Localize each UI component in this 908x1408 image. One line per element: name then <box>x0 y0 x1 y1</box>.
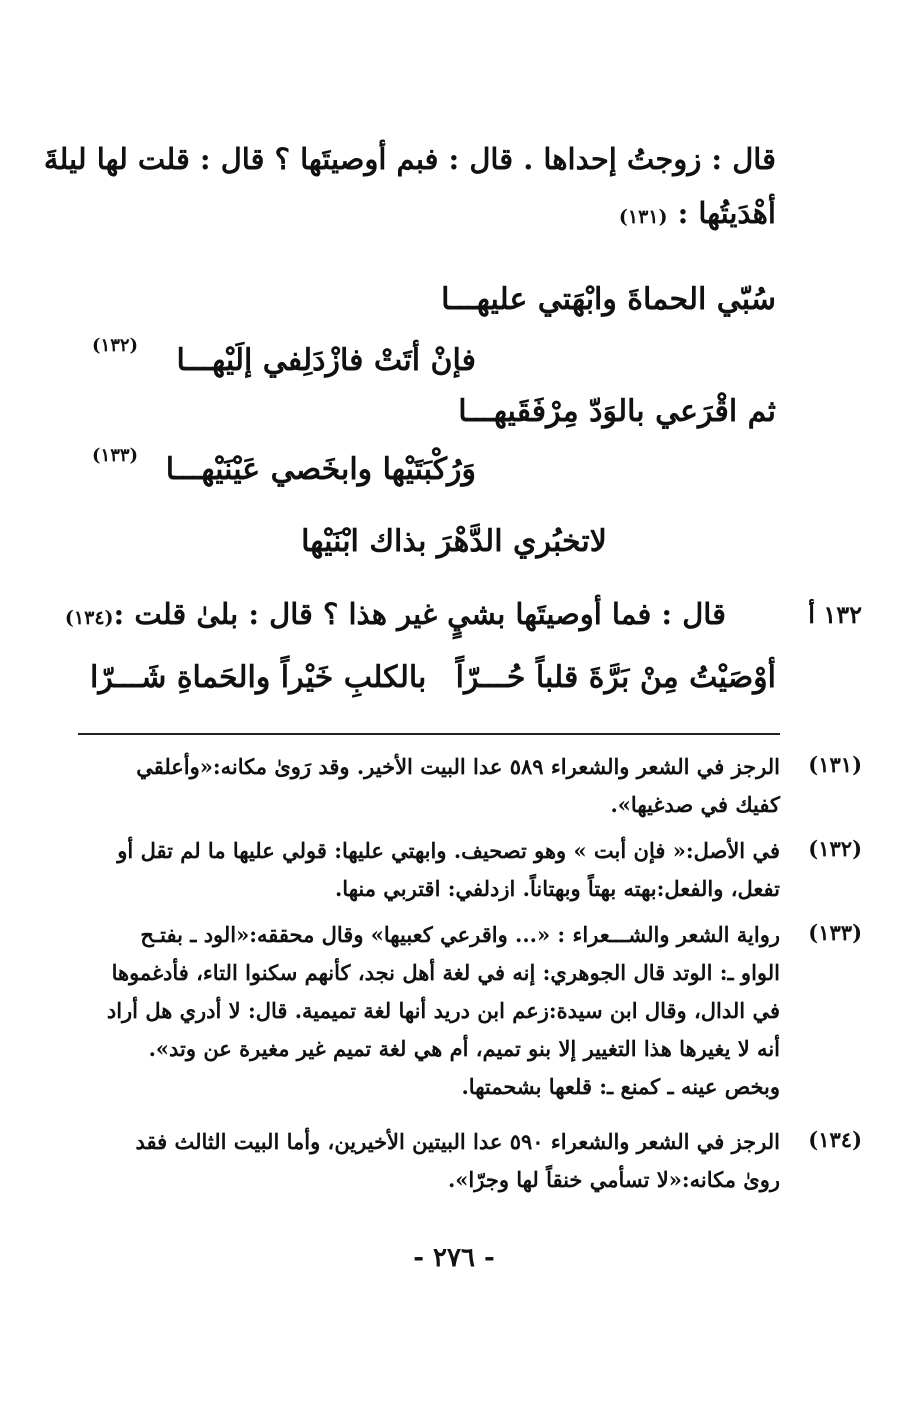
body-paragraph-2 <box>65 597 726 631</box>
verse-line-3 <box>458 394 776 429</box>
verse-text: لاتخبُري الدَّهْرَ بذاك ابْنَيْها <box>301 524 607 559</box>
verse-text: سُبّي الحماةَ وابْهَتي عليهـــا <box>441 282 776 317</box>
verse-text: بالكلبِ خَيْراً والحَماةِ شَـــرّا <box>90 660 427 695</box>
body-paragraph-text: قال : فما أوصيتَها بشيٍ غير هذا ؟ قال : بلىٰ قلت : <box>113 597 726 631</box>
margin-folio-number: ١٣٢ أ <box>808 600 862 629</box>
verse-footnote-ref: (١٣٣) <box>92 445 139 466</box>
body-paragraph-line-1: قال : زوجتُ إحداها . قال : فبم أوصيتَها ؟ قال : قلت لها ليلةَ <box>43 142 776 176</box>
verse-line-last-second-hemistich <box>90 660 426 695</box>
footnote-number: (١٣٤) <box>808 1127 862 1152</box>
footnote-ref: (١٣٤) <box>64 607 114 629</box>
footnote-number: (١٣٣) <box>808 920 862 945</box>
footnote-line: رواية الشعر والشـــعراء : «... واقرعي كعبيها» وقال محققه:«الود ـ بفتـح <box>140 922 780 947</box>
footnote-line: الرجز في الشعر والشعراء ٥٩٠ عدا البيتين الأخيرين، وأما البيت الثالث فقد <box>135 1129 780 1154</box>
verse-line-last-first-hemistich <box>456 660 776 695</box>
verse-text: وَرُكْبَتَيْها وابخَصي عَيْنَيْهـــا <box>165 452 476 487</box>
verse-text: ثم اقْرَعي بالوَدّ مِرْفَقَيهـــا <box>458 394 776 429</box>
footnote-line: الواو ـ: الوتد قال الجوهري: إنه في لغة أهل نجد، كأنهم سكنوا التاء، فأدغموها <box>111 960 780 985</box>
footnote-ref: (١٣١) <box>618 206 668 228</box>
body-paragraph-line-2 <box>76 196 776 230</box>
body-paragraph-text: أهْدَيتُها : <box>677 196 776 230</box>
footnote-line: كفيك في صدغيها». <box>610 792 780 817</box>
footnote-134 <box>76 1123 780 1199</box>
verse-line-4 <box>166 452 476 487</box>
footnote-line: الرجز في الشعر والشعراء ٥٨٩ عدا البيت الأخير. وقد رَوىٰ مكانه:«وأعلقي <box>136 754 780 779</box>
footnote-133 <box>76 916 780 1106</box>
footnote-line: أنه لا يغيرها هذا التغيير إلا بنو تميم، أم هي لغة تميم غير مغيرة عن وتد». <box>148 1036 780 1061</box>
footnote-line: تفعل، والفعل:بهته بهتاً وبهتاناً. ازدلفي: اقتربي منها. <box>335 876 780 901</box>
page-number: - ٢٧٦ - <box>413 1243 495 1273</box>
footnote-line: في الدال، وقال ابن سيدة:زعم ابن دريد أنها لغة تميمية. قال: لا أدري هل أراد <box>106 998 780 1023</box>
footnote-separator <box>78 733 780 735</box>
footnote-131 <box>76 748 780 824</box>
footnote-132 <box>76 832 780 908</box>
footnote-line: روىٰ مكانه:«لا تسأمي خنقاً لها وجرّا». <box>447 1167 780 1192</box>
verse-text: فإنْ أتَتْ فازْدَلِفي إلَيْهـــا <box>176 343 476 378</box>
verse-line-1 <box>441 282 776 317</box>
verse-footnote-ref: (١٣٢) <box>92 335 139 356</box>
verse-line-centered <box>0 524 908 559</box>
footnote-line: وبخص عينه ـ كمنع ـ: قلعها بشحمتها. <box>461 1074 780 1099</box>
footnote-line: في الأصل:« فإن أبت » وهو تصحيف. وابهتي عليها: قولي عليها ما لم تقل أو <box>117 838 780 863</box>
verse-line-2 <box>176 343 476 378</box>
footnote-number: (١٣٢) <box>808 836 862 861</box>
verse-text: أوْصَيْتُ مِنْ بَرَّةَ قلباً حُـــرّاً <box>455 660 776 695</box>
footnote-number: (١٣١) <box>808 752 862 777</box>
